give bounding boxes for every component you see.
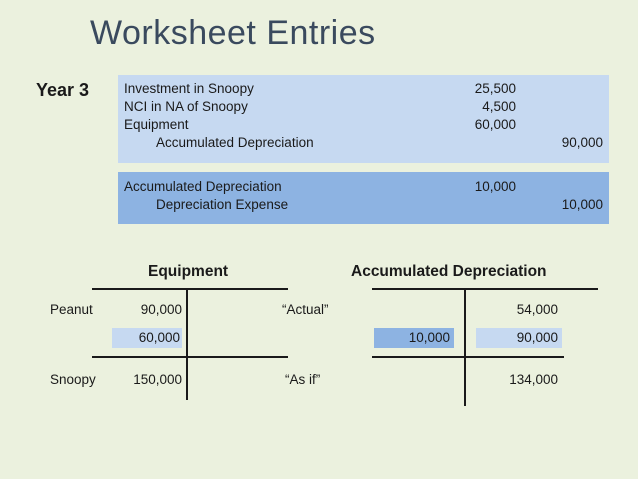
entry-row bbox=[118, 98, 609, 116]
accum-dep-t-subtotal-line bbox=[372, 356, 564, 358]
credit-amount: 10,000 bbox=[561, 197, 603, 212]
accum-dep-debit-adjustment: 10,000 bbox=[374, 328, 454, 348]
debit-amount: 10,000 bbox=[474, 179, 516, 194]
account-name: NCI in NA of Snoopy bbox=[124, 99, 248, 114]
equipment-debit: 90,000 bbox=[140, 302, 182, 317]
entry-row bbox=[118, 134, 609, 152]
account-name: Accumulated Depreciation bbox=[124, 179, 282, 194]
accum-dep-t-divider bbox=[464, 288, 466, 406]
year-label: Year 3 bbox=[36, 80, 90, 100]
journal-entry-2 bbox=[118, 172, 609, 224]
accum-dep-credit: 54,000 bbox=[516, 302, 558, 317]
accum-dep-t-topline bbox=[372, 288, 598, 290]
row-label-snoopy: Snoopy bbox=[50, 372, 96, 387]
credit-amount: 90,000 bbox=[561, 135, 603, 150]
row-label-peanut: Peanut bbox=[50, 302, 93, 317]
account-name: Investment in Snoopy bbox=[124, 81, 254, 96]
row-label-actual: “Actual” bbox=[282, 302, 329, 317]
account-name: Accumulated Depreciation bbox=[156, 135, 314, 150]
accum-dep-credit-total: 134,000 bbox=[509, 372, 558, 387]
equipment-t-topline bbox=[92, 288, 288, 290]
equipment-debit-adjustment: 60,000 bbox=[112, 328, 182, 348]
journal-entry-1 bbox=[118, 75, 609, 163]
account-name: Equipment bbox=[124, 117, 189, 132]
row-label-as-if: “As if” bbox=[285, 372, 321, 387]
equipment-debit-total: 150,000 bbox=[133, 372, 182, 387]
debit-amount: 60,000 bbox=[474, 117, 516, 132]
debit-amount: 4,500 bbox=[482, 99, 516, 114]
equipment-t-subtotal-line bbox=[92, 356, 288, 358]
accum-dep-t-title: Accumulated Depreciation bbox=[351, 263, 547, 280]
equipment-t-title: Equipment bbox=[148, 263, 229, 280]
accum-dep-credit-adjustment: 90,000 bbox=[476, 328, 562, 348]
debit-amount: 25,500 bbox=[474, 81, 516, 96]
entry-row bbox=[118, 196, 609, 214]
page-title: Worksheet Entries bbox=[90, 14, 376, 52]
entry-row bbox=[118, 116, 609, 134]
account-name: Depreciation Expense bbox=[156, 197, 289, 212]
entry-row bbox=[118, 80, 609, 98]
entry-row bbox=[118, 178, 609, 196]
equipment-t-divider bbox=[186, 288, 188, 400]
